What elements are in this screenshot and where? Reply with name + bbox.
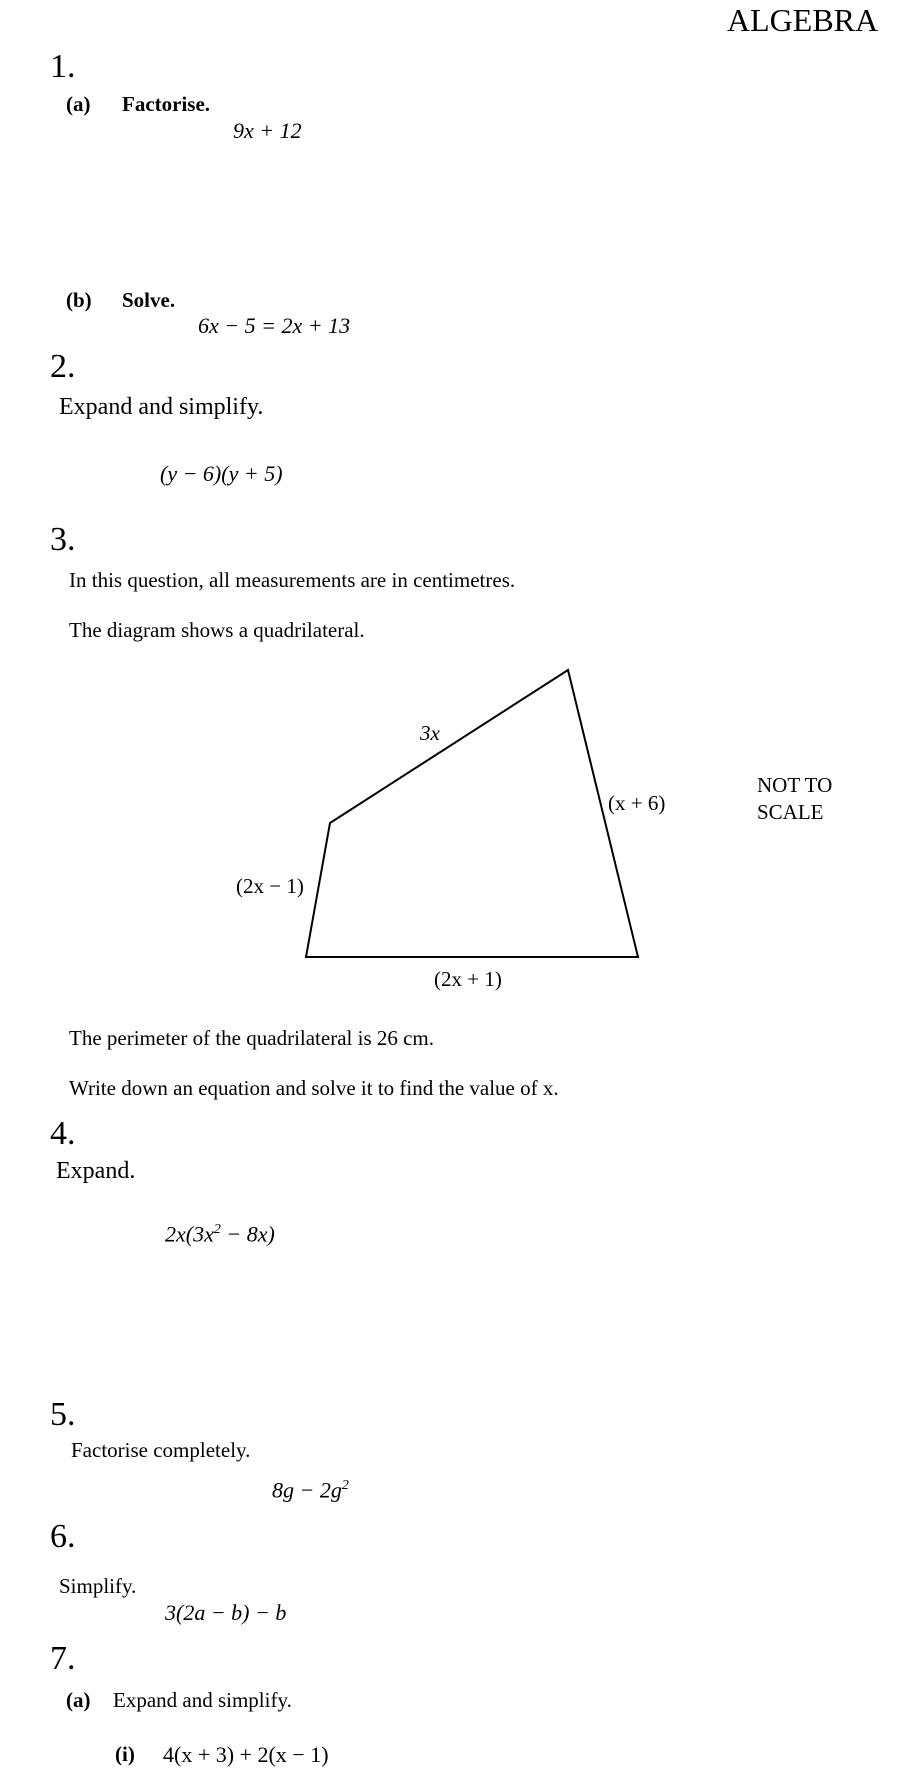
- question-4-number: 4.: [50, 1115, 76, 1152]
- question-5-expression: $8g - 2g^2$: [272, 1477, 349, 1503]
- question-3-line-4: Write down an equation and solve it to find the value of x.: [69, 1076, 559, 1100]
- question-4-expression: $2x(3x^2 - 8x)$: [165, 1221, 275, 1247]
- question-2-number: 2.: [50, 348, 76, 385]
- question-1a-expression: 9x + 12: [233, 118, 302, 143]
- not-to-scale-line-1: NOT TO: [757, 773, 833, 797]
- question-2-expression: (y − 6)(y + 5): [160, 461, 283, 486]
- question-7ai-expression: 4(x + 3) + 2(x − 1): [163, 1742, 329, 1767]
- question-6-number: 6.: [50, 1518, 76, 1555]
- question-1a-instruction: Factorise.: [122, 92, 211, 116]
- question-4-instruction: Expand.: [56, 1158, 136, 1184]
- not-to-scale-line-2: SCALE: [757, 800, 824, 824]
- question-5-number: 5.: [50, 1396, 76, 1433]
- question-3-line-3: The perimeter of the quadrilateral is 26 cm.: [69, 1026, 435, 1050]
- question-6-expression: 3(2a − b) − b: [165, 1600, 287, 1625]
- question-6-instruction: Simplify.: [59, 1574, 137, 1598]
- question-7a-instruction: Expand and simplify.: [113, 1688, 292, 1712]
- question-1-number: 1.: [50, 48, 76, 85]
- right-side-label: (x + 6): [608, 791, 666, 815]
- left-side-label: (2x − 1): [236, 874, 304, 898]
- page-title: ALGEBRA: [727, 2, 879, 38]
- question-3-line-1: In this question, all measurements are in centimetres.: [69, 568, 516, 592]
- question-3-number: 3.: [50, 521, 76, 558]
- question-7ai-label: (i): [115, 1742, 135, 1766]
- question-1b-label: (b): [66, 288, 92, 312]
- question-5-instruction: Factorise completely.: [71, 1438, 251, 1462]
- quadrilateral-shape: [306, 670, 638, 957]
- question-7-number: 7.: [50, 1640, 76, 1677]
- question-2-instruction: Expand and simplify.: [59, 394, 264, 420]
- question-1b-instruction: Solve.: [122, 288, 176, 312]
- bottom-side-label: (2x + 1): [434, 967, 502, 991]
- question-7a-label: (a): [66, 1688, 91, 1712]
- question-3-line-2: The diagram shows a quadrilateral.: [69, 618, 365, 642]
- top-side-label: 3x: [420, 721, 440, 745]
- quadrilateral-diagram: [220, 655, 700, 1000]
- question-1b-expression: 6x − 5 = 2x + 13: [198, 313, 351, 338]
- question-1a-label: (a): [66, 92, 91, 116]
